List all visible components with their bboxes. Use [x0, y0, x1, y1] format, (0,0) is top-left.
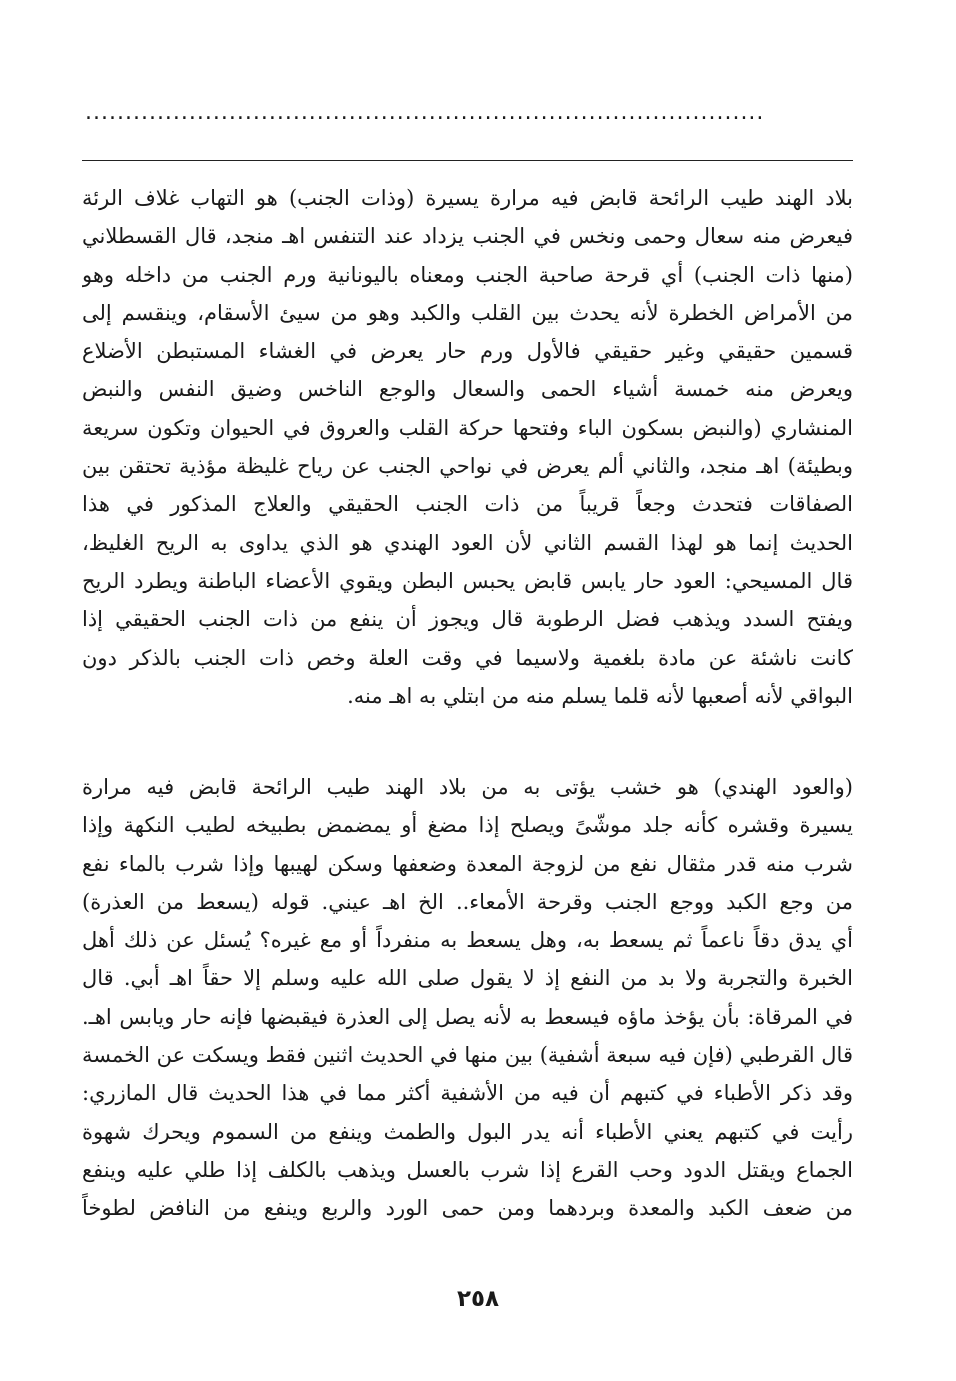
text-line: (منها ذات الجنب) أي قرحة صاحبة الجنب ومعناه باليونانية ورم الجنب من داخله وهو	[82, 262, 853, 287]
paragraph-1	[82, 179, 853, 715]
text-line: (والعود الهندي) هو خشب يؤتى به من بلاد الهند طيب الرائحة قابض فيه مرارة	[82, 775, 853, 799]
text-line: ويفتح السدد ويذهب فضل الرطوبة قال ويجوز أن ينفع من ذات الجنب الحقيقي إذا	[82, 607, 853, 632]
text-line: وبطيئة) اهـ منجد، والثاني ألم يعرض في نواحي الجنب عن رياح غليظة مؤذية تحتقن بين	[82, 454, 853, 479]
footnote-separator-dots: .....................................................................................	[85, 100, 765, 125]
text-line: الجماع ويقتل الدود وحب القرع إذا شرب بالعسل ويذهب بالكلف إذا طلي عليه وينفع	[82, 1157, 853, 1182]
text-line: وقد ذكر الأطباء في كتبهم أن فيه من الأشفية أكثر مما في هذا الحديث قال المازري:	[82, 1081, 853, 1106]
text-line: قال المسيحي: العود حار يابس قابض يحبس البطن ويقوي الأعضاء الباطنة ويطرد الريح	[82, 568, 853, 593]
text-line: يسيرة وقشره كأنه جلد موشّىً ويصلح إذا مضغ أو يمضمض بطبيخه لطيب النكهة وإذا	[82, 813, 853, 838]
text-line: الحديث إنما هو لهذا القسم الثاني لأن العود الهندي هو الذي يداوى به الريح الغليظ،	[82, 530, 853, 555]
text-line: من ضعف الكبد والمعدة وبردهما ومن حمى الورد والربع وينفع من النافض لطوخاً	[82, 1196, 853, 1221]
horizontal-rule	[82, 160, 853, 161]
page-number: ٢٥٨	[456, 1286, 500, 1312]
text-line: المنشاري (والنبض بسكون الباء وفتحها حركة القلب والعروق في الحيوان وتكون سريعة	[82, 415, 853, 440]
text-line: من وجع الكبد ووجع الجنب وقرحة الأمعاء.. الخ اهـ عيني. قوله (يسعط من العذرة)	[82, 889, 853, 914]
text-line: قسمين حقيقي وغير حقيقي فالأول ورم حار يعرض في الغشاء المستبطن الأضلاع	[82, 339, 853, 364]
text-line: الصفاقات فتحدث وجعاً قريباً من ذات الجنب الحقيقي والعلاج المذكور في هذا	[82, 492, 853, 517]
text-line: رأيت في كتبهم يعني الأطباء أنه يدر البول والطمث وينفع من السموم ويحرك شهوة	[82, 1119, 853, 1144]
text-line: قال القرطبي (فإن فيه سبعة أشفية) بين منها في الحديث اثنين فقط ويسكت عن الخمسة	[82, 1043, 853, 1068]
text-line: من الأمراض الخطرة لأنه يحدث بين القلب والكبد وهو من سيئ الأسقام، وينقسم إلى	[82, 300, 853, 325]
text-line: شرب منه قدر مثقال نفع من لزوجة المعدة وضعفها وسكن لهيبها وإذا شرب بالماء نفع	[82, 851, 853, 876]
text-line: بلاد الهند طيب الرائحة قابض فيه مرارة يسيرة (وذات الجنب) هو التهاب غلاف الرئة	[82, 186, 853, 210]
text-line: ويعرض منه خمسة أشياء الحمى والسعال والوجع الناخس وضيق النفس والنبض	[82, 377, 853, 402]
text-line: أي يدق دقاً ناعماً ثم يسعط به، وهل يسعط به منفرداً أو مع غيره؟ يُسئل عن ذلك أهل	[82, 928, 853, 953]
text-line: كانت ناشئة عن مادة بلغمية ولاسيما في وقت العلة وخص ذات الجنب بالذكر دون	[82, 645, 853, 670]
text-line: الخبرة والتجربة ولا بد من النفع إذ لا يقول صلى الله عليه وسلم إلا حقاً اهـ أبي. قال	[82, 966, 853, 991]
paragraph-2	[82, 768, 853, 1228]
text-line: البواقي لأنه أصعبها لأنه قلما يسلم منه من ابتلي به اهـ منه.	[347, 683, 853, 708]
text-line: في المرقاة: بأن يؤخذ ماؤه فيسعط به لأنه يصل إلى العذرة فيقبضها فإنه حار ويابس اهـ.	[82, 1004, 853, 1029]
text-line: فيعرض منه سعال وحمى ونخس في الجنب يزداد عند التنفس اهـ منجد، قال القسطلاني	[82, 224, 853, 249]
